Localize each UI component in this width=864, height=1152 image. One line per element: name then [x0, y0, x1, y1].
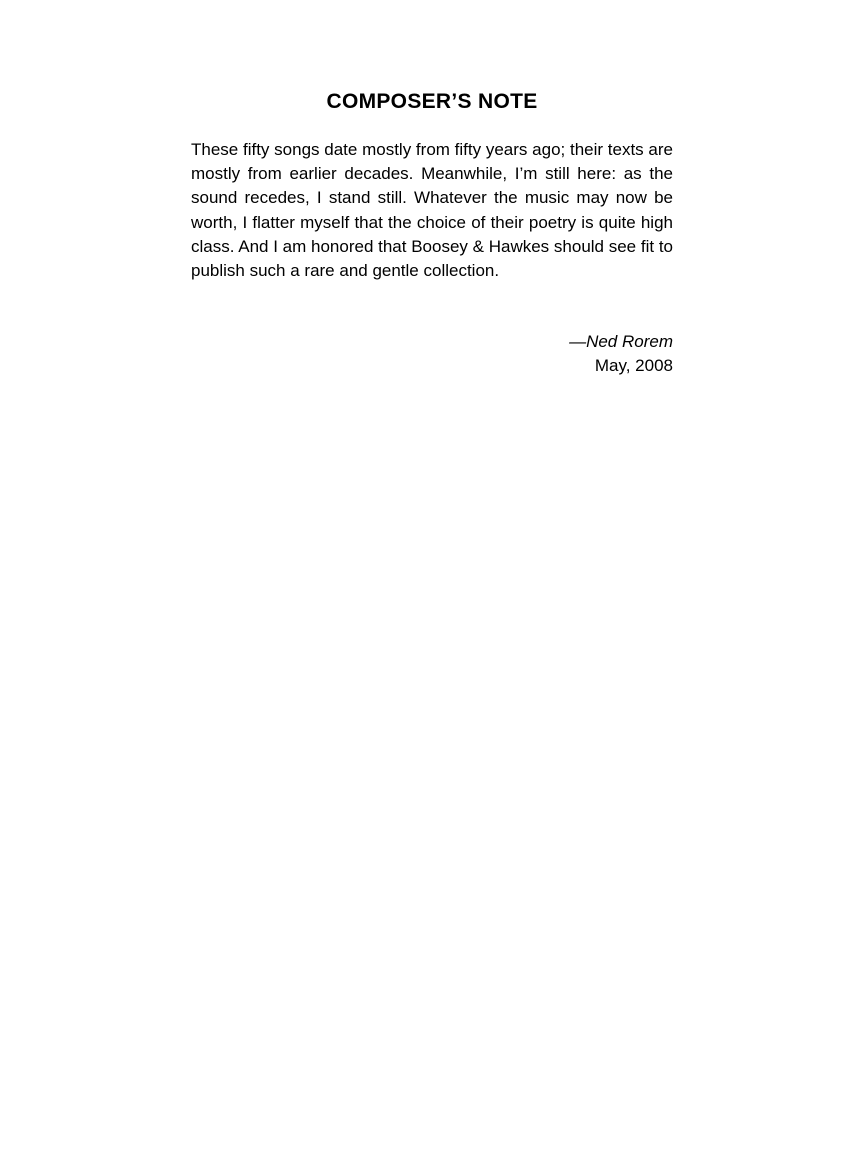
page-title: COMPOSER’S NOTE: [326, 90, 538, 113]
note-body: These fifty songs date mostly from fifty years ago; their texts are mostly from earlier decades. Meanwhile, I’m still here: as the sound recedes, I stand still. Whatever the music may now be worth, I flatter myself that the choice of their poetry is quite high class. And I am honored that Boosey & Hawkes should see fit to publish such a rare and gentle collection.: [191, 140, 673, 281]
signature: [191, 330, 673, 378]
signature-name: —Ned Rorem: [569, 332, 673, 351]
signature-date: May, 2008: [594, 356, 673, 375]
